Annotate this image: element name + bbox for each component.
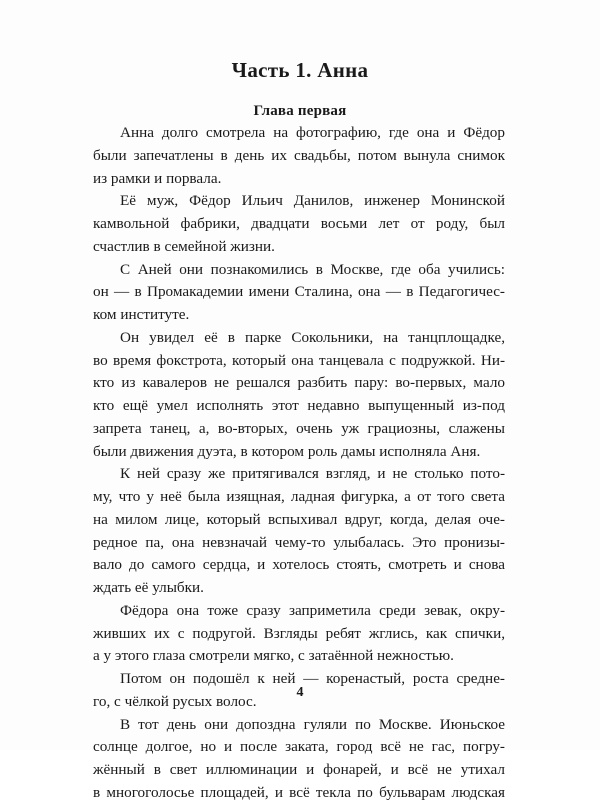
paragraph-line: были запечатлены в день их свадьбы, потом вынула снимок xyxy=(93,146,505,164)
paragraph-line: кто из кавалеров не решался разбить пару: во-первых, мало xyxy=(93,374,505,392)
page-number: 4 xyxy=(296,685,304,700)
paragraph-line: К ней сразу же притягивался взгляд, и не столько пото- xyxy=(120,465,505,483)
paragraph-line: на милом лице, который вспыхивал вдруг, когда, делая оче- xyxy=(93,510,505,528)
paragraph-line: Потом он подошёл к ней — коренастый, роста средне- xyxy=(120,670,505,687)
paragraph-line: му, что у неё была изящная, ладная фигурка, а от того света xyxy=(93,488,505,505)
part-title: Часть 1. Анна xyxy=(231,58,369,82)
paragraph-line: Фёдора она тоже сразу заприметила среди зевак, окру- xyxy=(120,601,505,619)
chapter-title: Глава первая xyxy=(253,103,347,119)
paragraph-line: С Аней они познакомились в Москве, где оба учились: xyxy=(120,260,505,278)
paragraph-line: В тот день они допоздна гуляли по Москве. Июньское xyxy=(120,715,505,733)
paragraph-line: камвольной фабрики, двадцати восьми лет от роду, был xyxy=(93,215,505,232)
paragraph-line: солнце долгое, но и после заката, город всё не гас, погру- xyxy=(93,738,505,756)
paragraph-line: счастлив в семейной жизни. xyxy=(93,237,275,255)
paragraph-line: а у этого глаза смотрели мягко, с затаённой нежностью. xyxy=(93,647,454,665)
body-text xyxy=(93,122,505,805)
paragraph-line: он — в Промакадемии имени Сталина, она — в Педагогичес- xyxy=(93,283,505,301)
paragraph-line: вало до самого сердца, и хотелось стоять, смотреть и снова xyxy=(93,556,505,574)
paragraph-line: Её муж, Фёдор Ильич Данилов, инженер Монинской xyxy=(120,192,505,210)
paragraph-line: были движения дуэта, в котором роль дамы исполняла Аня. xyxy=(93,442,481,460)
paragraph-line: живших их с подругой. Взгляды ребят жглись, как спички, xyxy=(93,624,505,642)
paragraph-line: запрета танец, а, во-вторых, очень уж грациозны, слажены xyxy=(93,419,505,437)
paragraph-line: редное па, она невзначай чему-то улыбалась. Это пронизы- xyxy=(93,533,505,551)
paragraph-line: жённый в свет иллюминации и фонарей, и всё не утихал xyxy=(93,761,505,778)
paragraph-line: Он увидел её в парке Сокольники, на танцплощадке, xyxy=(120,328,505,346)
paragraph-line: во время фокстрота, который она танцевала с подружкой. Ни- xyxy=(93,351,505,369)
paragraph-line: го, с чёлкой русых волос. xyxy=(93,692,257,710)
paragraph-line: кто ещё умел исполнять этот недавно выпущенный из-под xyxy=(93,397,505,414)
paragraph-line: Анна долго смотрела на фотографию, где она и Фёдор xyxy=(120,124,505,141)
paragraph-line: ком институте. xyxy=(93,306,190,323)
paragraph-line: ждать её улыбки. xyxy=(93,579,204,596)
paragraph-line: в многоголосье площадей, и всё текла по бульварам людская xyxy=(93,783,505,801)
paragraph-line: из рамки и порвала. xyxy=(93,169,222,187)
